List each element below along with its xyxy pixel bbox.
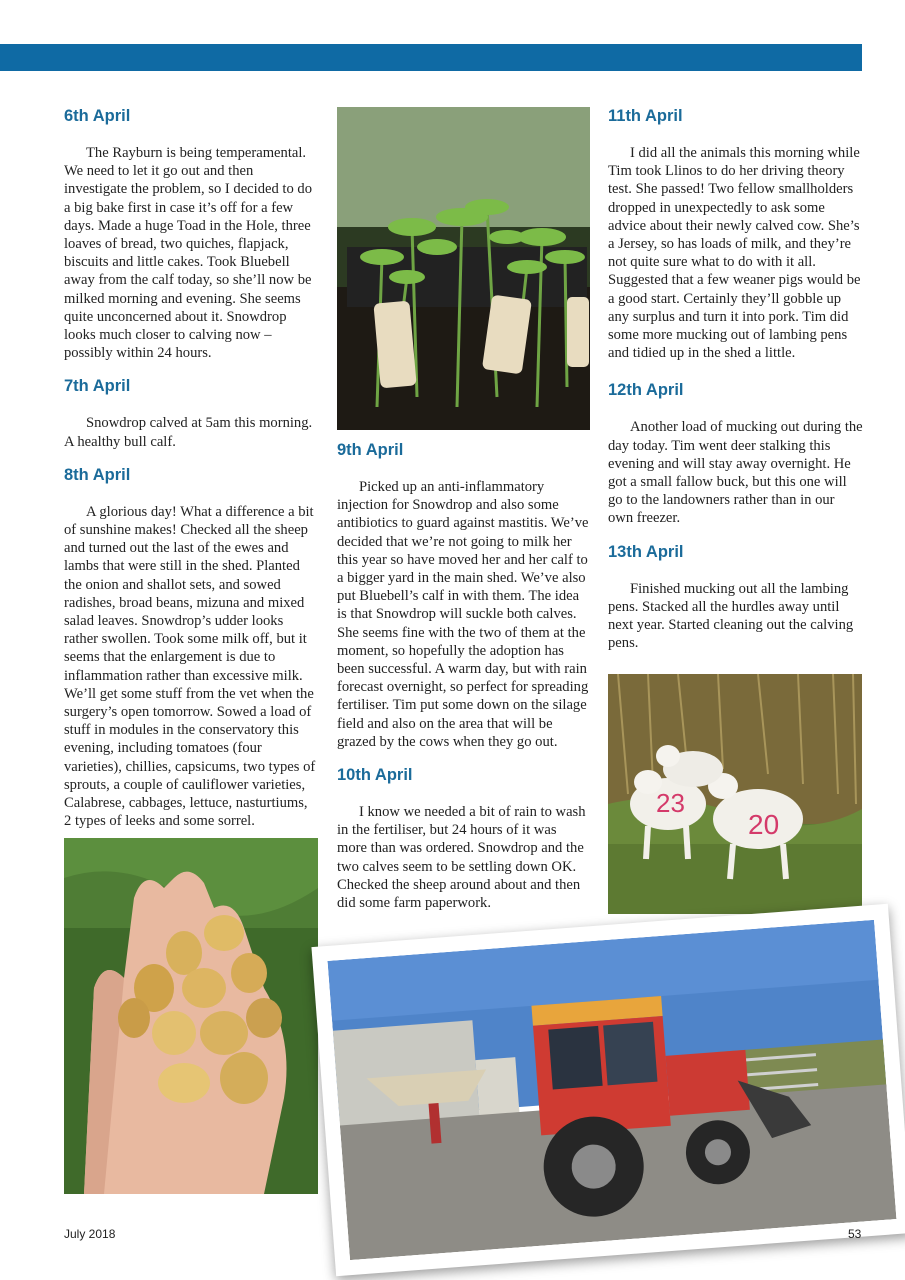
entry-body-11th-april: I did all the animals this morning while Tim took Llinos to do her driving theory test. She passed! Two fellow smallholders dropped in unexpectedly to ask some advice about their newly calved cow. She’s a Jersey, so has loads of milk, and they’re not quite sure what to do with it all. Suggested that a few weaner pigs would be a good start. Certainly they’ll gobble up any surplus and turn it into pork. Tim did some more mucking out of lambing pens and tidied up in the shed a little. bbox=[608, 145, 861, 362]
entry-body-6th-april: The Rayburn is being temperamental. We need to let it go out and then investigate the problem, so I decided to do a big bake first in case it’s off for a few days. Made a huge Toad in the Hole, three loaves of bread, two quiches, flapjack, biscuits and little cakes. Took Bluebell away from the calf today, so she’ll now be milked morning and evening. She seems quite unconcerned about it. Snowdrop looks much closer to calving now – possibly within 24 hours. bbox=[64, 145, 313, 362]
entry-body-13th-april: Finished mucking out all the lambing pens. Stacked all the hurdles away until next year. Started cleaning out the calving pens. bbox=[608, 580, 854, 652]
entry-body-7th-april: Snowdrop calved at 5am this morning. A healthy bull calf. bbox=[64, 415, 313, 450]
entry-heading-12th-april: 12th April bbox=[608, 381, 684, 400]
photo-frame-tractor bbox=[311, 904, 905, 1276]
lamb-number-23: 23 bbox=[656, 788, 685, 818]
entry-body-12th-april: Another load of mucking out during the day today. Tim went deer stalking this evening and will stay away overnight. He got a small fallow buck, but this one will go to the landowners rather than in our own freezer. bbox=[608, 419, 863, 527]
column-middle bbox=[337, 440, 590, 912]
entry-heading-13th-april: 13th April bbox=[608, 542, 684, 561]
footer-page-number: 53 bbox=[848, 1227, 862, 1241]
photo-seedlings-in-trays bbox=[337, 107, 590, 430]
column-left bbox=[64, 106, 318, 831]
header-color-bar bbox=[0, 44, 862, 71]
entry-heading-7th-april: 7th April bbox=[64, 377, 131, 396]
entry-body-8th-april: A glorious day! What a difference a bit of sunshine makes! Checked all the sheep and turned out the last of the ewes and lambs that were still in the shed. Planted the onion and shallot sets, and sowed radishes, broad beans, mizuna and mixed salad leaves. Snowdrop’s udder looks rather swollen. Took some milk off, but it seems that the enlargement is due to inflammation rather than excessive milk. We’ll get some stuff from the vet when the surgery’s open tomorrow. Sowed a load of stuff in modules in the conservatory this evening, including tomatoes (four varieties), chillies, capsicums, two types of sprouts, a couple of cauliflower varieties, Calabrese, cabbages, lettuce, nasturtiums, 2 types of leeks and some sorrel. bbox=[64, 503, 316, 830]
lamb-number-20: 20 bbox=[748, 809, 780, 840]
entry-heading-10th-april: 10th April bbox=[337, 766, 413, 785]
column-right bbox=[608, 106, 863, 652]
entry-heading-8th-april: 8th April bbox=[64, 465, 131, 484]
footer-date: July 2018 bbox=[64, 1227, 116, 1241]
entry-heading-6th-april: 6th April bbox=[64, 107, 131, 125]
photo-numbered-lambs bbox=[608, 674, 862, 914]
entry-heading-11th-april: 11th April bbox=[608, 107, 683, 125]
entry-body-10th-april: I know we needed a bit of rain to wash in the fertiliser, but 24 hours of it was more than was ordered. Snowdrop and the two calves seem to be settling down OK. Checked the sheep around about and then did some farm paperwork. bbox=[337, 804, 586, 912]
entry-heading-9th-april: 9th April bbox=[337, 441, 404, 459]
photo-tractor-with-spreader bbox=[328, 920, 897, 1260]
entry-body-9th-april: Picked up an anti-inflammatory injection for Snowdrop and also some antibiotics to guard against mastitis. We’ve decided that we’re not going to milk her this year so have moved her and her calf to a bigger yard in the main shed. We’ve also put Bluebell’s calf in with them. The idea is that Snowdrop will suckle both calves. She seems fine with the two of them at the moment, so hopefully the adoption has been successful. A warm day, but with rain forecast overnight, so perfect for spreading fertiliser. Tim put some down on the silage field and also on the area that will be grazed by the cows when they go out. bbox=[337, 479, 589, 750]
photo-onion-sets-in-hand bbox=[64, 838, 318, 1194]
